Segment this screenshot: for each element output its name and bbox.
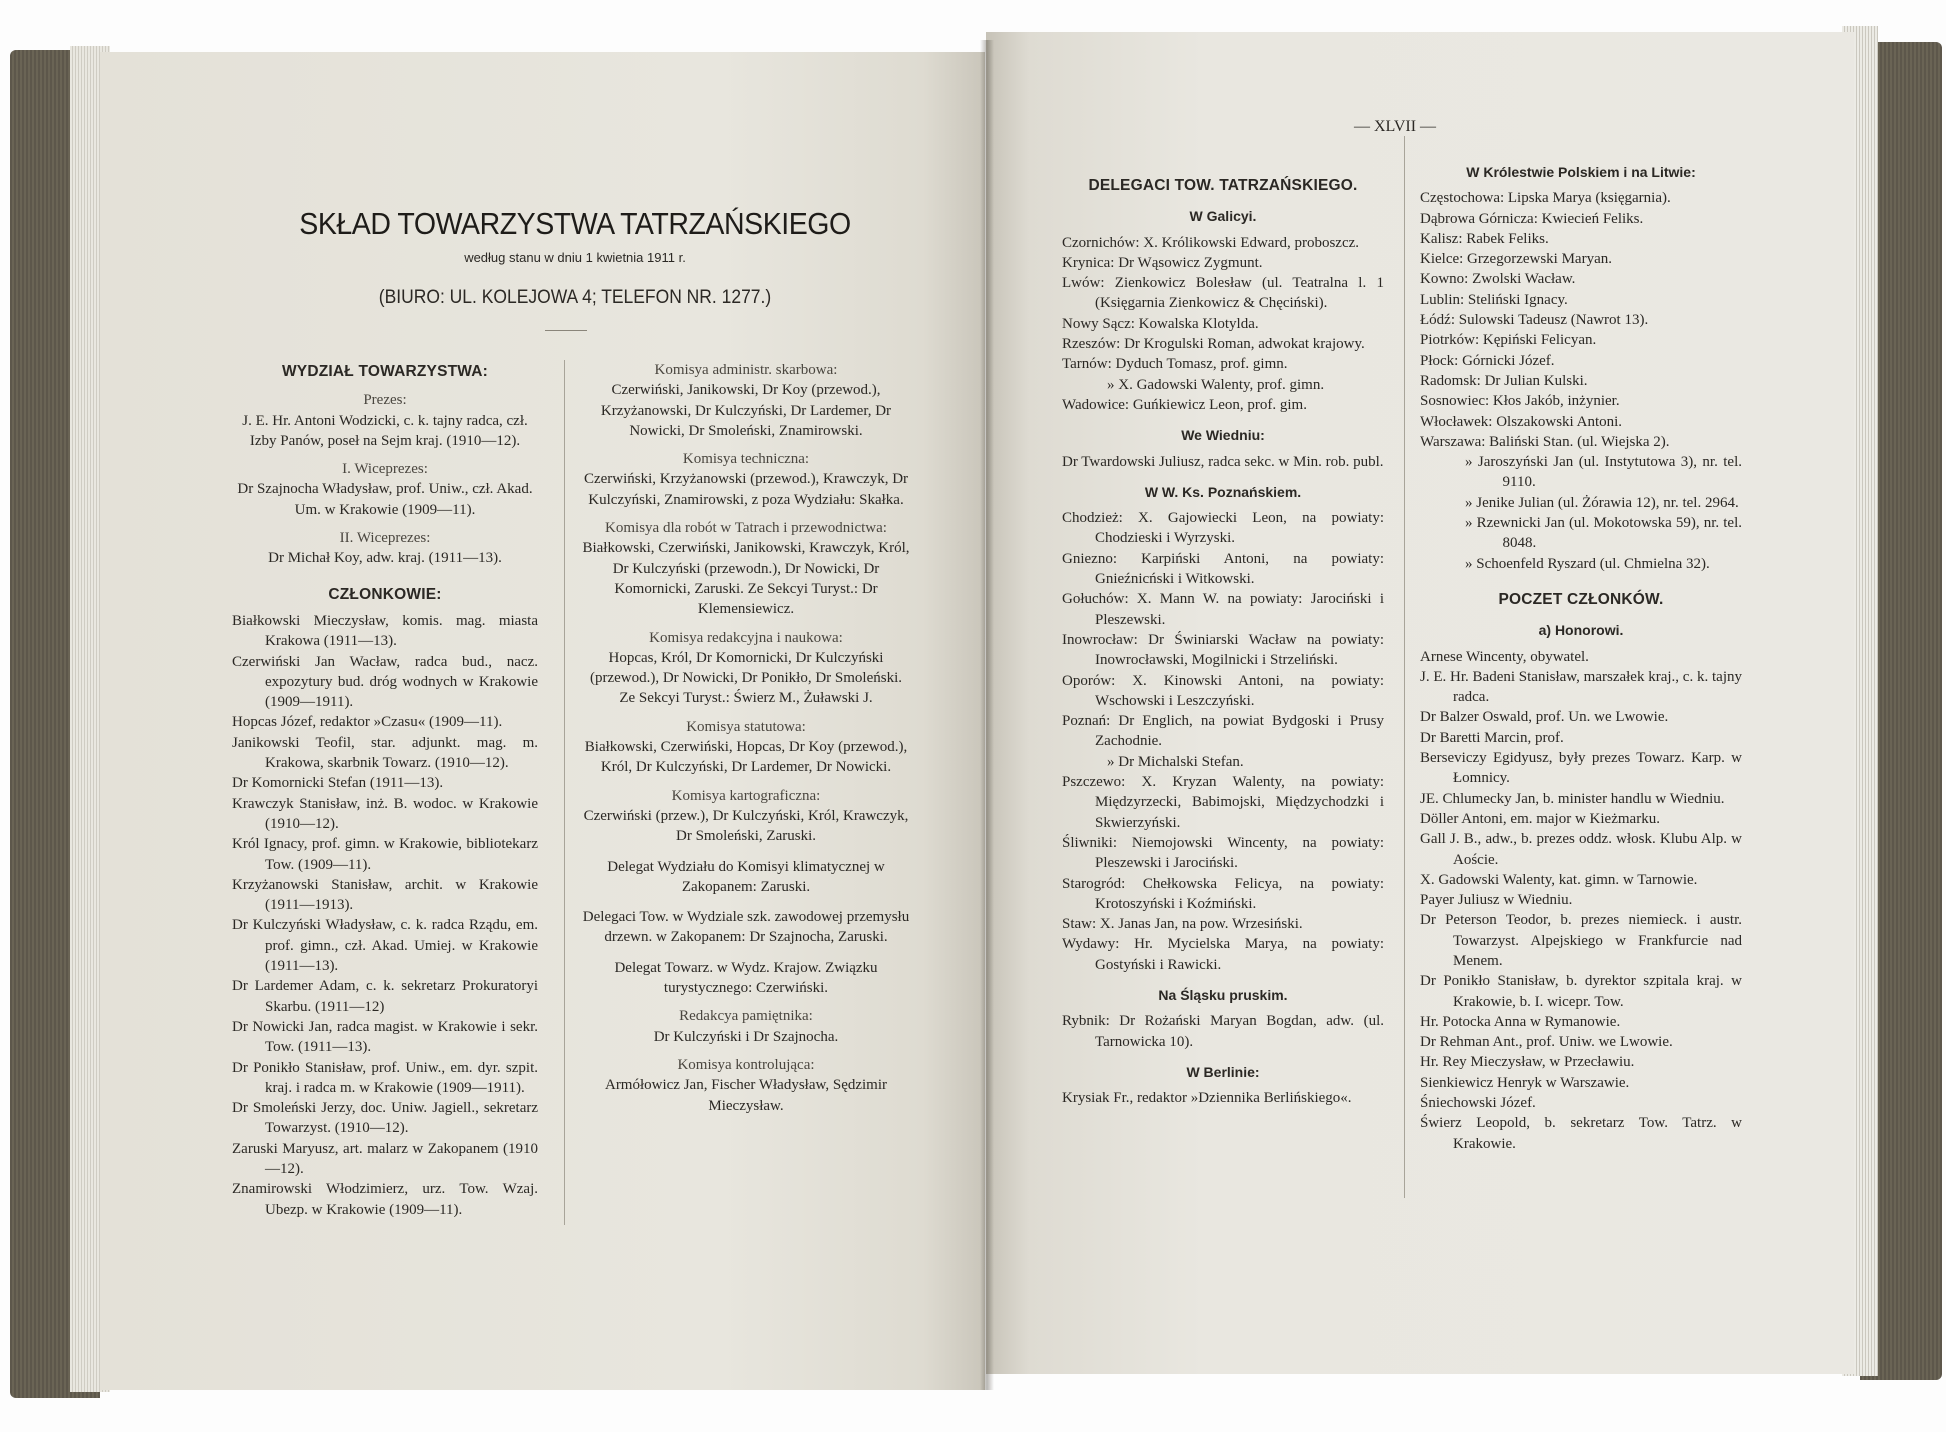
list-entry: X. Gadowski Walenty, kat. gimn. w Tarnowie. xyxy=(1420,871,1698,888)
office-address: (BIURO: UL. KOLEJOWA 4; TELEFON NR. 1277.) xyxy=(378,287,772,308)
list-entry: Gniezno: Karpiński Antoni, na powiaty: Gnieźnicński i Witkowski. xyxy=(1062,550,1384,588)
role-label: I. Wiceprezes: xyxy=(342,461,428,478)
subsection-heading: W Berlinie: xyxy=(1186,1063,1260,1080)
subsection-heading: Na Śląsku pruskim. xyxy=(1158,986,1288,1003)
list-entry: Krzyżanowski Stanisław, archit. w Krakowie (1911—1913). xyxy=(232,876,538,914)
role-label: Komisya dla robót w Tatrach i przewodnictwa: xyxy=(605,520,887,537)
list-entry: Dr Nowicki Jan, radca magist. w Krakowie i sekr. Tow. (1911—13). xyxy=(232,1018,538,1056)
list-entry: Krawczyk Stanisław, inż. B. wodoc. w Krakowie (1910—12). xyxy=(232,795,538,832)
entry-text: Delegaci Tow. w Wydziale szk. zawodowej przemysłu drzewn. w Zakopanem: Dr Szajnocha, Zaruski. xyxy=(582,909,910,946)
list-entry: Döller Antoni, em. major w Kieżmarku. xyxy=(1420,810,1660,827)
list-entry: Janikowski Teofil, star. adjunkt. mag. m. Krakowa, skarbnik Towarz. (1910—12). xyxy=(232,734,538,772)
subsection-heading: a) Honorowi. xyxy=(1538,622,1624,639)
list-entry: Dr Peterson Teodor, b. prezes niemieck. i austr. Towarzyst. Alpejskiego w Frankfurcie nad Menem. xyxy=(1420,912,1742,969)
entry-text: J. E. Hr. Antoni Wodzicki, c. k. tajny radca, czł. Izby Panów, poseł na Sejm kraj. (1910—12). xyxy=(242,412,528,449)
entry-text: Armółowicz Jan, Fischer Władysław, Sędzimir Mieczysław. xyxy=(604,1077,888,1114)
list-entry-ditto: » Jaroszyński Jan (ul. Instytutowa 3), nr. tel. 9110. xyxy=(1465,454,1742,491)
list-entry: Arnese Wincenty, obywatel. xyxy=(1420,648,1589,665)
list-entry: Rzeszów: Dr Krogulski Roman, adwokat krajowy. xyxy=(1062,336,1365,353)
entry-text: Dr Michał Koy, adw. kraj. (1911—13). xyxy=(268,550,502,567)
list-entry: Gołuchów: X. Mann W. na powiaty: Jarociński i Pleszewski. xyxy=(1062,591,1384,628)
right-page-column-1 xyxy=(1062,170,1384,1108)
role-label: Komisya administr. skarbowa: xyxy=(654,362,838,378)
list-entry: Kalisz: Rabek Feliks. xyxy=(1420,230,1549,247)
entry-text: Hopcas, Król, Dr Komornicki, Dr Kulczyński (przewod.), Dr Nowicki, Dr Ponikło, Dr Smoleński. Ze Sekcyi Turyst.: Świerz M., Żuławski J. xyxy=(589,649,903,707)
list-entry: Oporów: X. Kinowski Antoni, na powiaty: Wschowski i Leszczyński. xyxy=(1062,672,1384,709)
list-entry: Śniechowski Józef. xyxy=(1420,1095,1536,1112)
list-entry: Starogród: Chełkowska Felicya, na powiaty: Krotoszyński i Koźmiński. xyxy=(1062,875,1384,912)
entry-text: Delegat Wydziału do Komisyi klimatycznej w Zakopanem: Zaruski. xyxy=(607,858,885,895)
list-entry: Kielce: Grzegorzewski Maryan. xyxy=(1420,251,1612,268)
right-page-column-2 xyxy=(1420,152,1742,1154)
list-entry: Payer Juliusz w Wiedniu. xyxy=(1420,892,1573,909)
list-entry: Chodzież: X. Gajowiecki Leon, na powiaty: Chodzieski i Wyrzyski. xyxy=(1062,510,1384,547)
list-entry: Dr Balzer Oswald, prof. Un. we Lwowie. xyxy=(1420,709,1669,726)
list-entry-ditto: » X. Gadowski Walenty, prof. gimn. xyxy=(1107,376,1325,393)
list-entry: Częstochowa: Lipska Marya (księgarnia). xyxy=(1420,190,1671,207)
list-entry: Łódź: Sulowski Tadeusz (Nawrot 13). xyxy=(1420,312,1649,329)
entry-text: Czerwiński, Janikowski, Dr Koy (przewod.), Krzyżanowski, Dr Kulczyński, Dr Lardemer, Dr Nowicki, Dr Smoleński, Znamirowski. xyxy=(600,382,892,439)
list-entry: Nowy Sącz: Kowalska Klotylda. xyxy=(1062,315,1259,332)
list-entry: Czerwiński Jan Wacław, radca bud., nacz. expozytury bud. dróg wodnych w Krakowie (1909—1911). xyxy=(232,653,538,711)
list-entry: Dr Ponikło Stanisław, prof. Uniw., em. dyr. szpit. kraj. i radca m. w Krakowie (1909—1911). xyxy=(232,1059,538,1096)
list-entry: Świerz Leopold, b. sekretarz Tow. Tatrz. w Krakowie. xyxy=(1420,1115,1742,1152)
list-entry: Dr Kulczyński Władysław, c. k. radca Rządu, em. prof. gimn., czł. Akad. Umiej. w Krakowie (1911—13). xyxy=(232,917,538,975)
list-entry: Włocławek: Olszakowski Antoni. xyxy=(1420,413,1623,430)
page-title: SKŁAD TOWARZYSTWA TATRZAŃSKIEGO xyxy=(299,206,851,241)
list-entry: Dr Lardemer Adam, c. k. sekretarz Prokuratoryi Skarbu. (1911—12) xyxy=(232,978,538,1015)
column-divider-left-page xyxy=(564,360,565,1225)
list-entry: Lwów: Zienkowicz Bolesław (ul. Teatralna l. 1 (Księgarnia Zienkowicz & Chęciński). xyxy=(1062,275,1384,312)
title-divider xyxy=(545,330,587,331)
list-entry: Staw: X. Janas Jan, na pow. Wrzesiński. xyxy=(1062,916,1303,933)
list-entry: Król Ignacy, prof. gimn. w Krakowie, bibliotekarz Tow. (1909—11). xyxy=(232,836,538,873)
list-entry: Dąbrowa Górnicza: Kwiecień Feliks. xyxy=(1420,210,1644,227)
section-heading: POCZET CZŁONKÓW. xyxy=(1498,590,1664,608)
list-entry: Hr. Potocka Anna w Rymanowie. xyxy=(1420,1013,1621,1030)
list-entry: Krysiak Fr., redaktor »Dziennika Berlińskiego«. xyxy=(1062,1090,1352,1107)
list-entry: Dr Komornicki Stefan (1911—13). xyxy=(232,775,444,792)
role-label: Komisya redakcyjna i naukowa: xyxy=(649,629,843,646)
entry-text: Białkowski, Czerwiński, Janikowski, Krawczyk, Król, Dr Kulczyński (przewodn.), Dr Nowicki, Dr Komornicki, Zaruski. Ze Sekcyi Turyst.: Dr Klemensiewicz. xyxy=(582,540,910,618)
left-page-column-2 xyxy=(582,352,910,1116)
list-entry: Berseviczy Egidyusz, były prezes Towarz. Karp. w Łomnicy. xyxy=(1420,750,1742,787)
section-heading: CZŁONKOWIE: xyxy=(328,585,442,603)
list-entry: Gall J. B., adw., b. prezes oddz. włosk. Klubu Alp. w Aoście. xyxy=(1420,831,1742,868)
role-label: Komisya statutowa: xyxy=(686,718,806,735)
list-entry-ditto: » Jenike Julian (ul. Żórawia 12), nr. tel. 2964. xyxy=(1465,494,1739,511)
entry-text: Dr Szajnocha Władysław, prof. Uniw., czł. Akad. Um. w Krakowie (1909—11). xyxy=(237,481,533,518)
list-entry: Rybnik: Dr Rożański Maryan Bogdan, adw. (ul. Tarnowicka 10). xyxy=(1062,1013,1384,1050)
entry-text: Białkowski, Czerwiński, Hopcas, Dr Koy (przewod.), Król, Dr Kulczyński, Dr Lardemer, Dr Nowicki. xyxy=(584,739,908,776)
subsection-heading: W Królestwie Polskiem i na Litwie: xyxy=(1466,164,1696,180)
role-label: Komisya kontrolująca: xyxy=(677,1056,815,1073)
entry-text: Dr Kulczyński i Dr Szajnocha. xyxy=(653,1028,839,1045)
list-entry: Wadowice: Guńkiewicz Leon, prof. gim. xyxy=(1062,396,1307,413)
book-spine xyxy=(980,40,994,1390)
subsection-heading: W Galicyi. xyxy=(1189,208,1257,225)
list-entry: Radomsk: Dr Julian Kulski. xyxy=(1420,372,1588,389)
section-heading: WYDZIAŁ TOWARZYSTWA: xyxy=(281,363,489,380)
list-entry: Tarnów: Dyduch Tomasz, prof. gimn. xyxy=(1062,356,1288,373)
role-label: Prezes: xyxy=(363,392,407,409)
list-entry: Warszawa: Baliński Stan. (ul. Wiejska 2). xyxy=(1420,433,1670,450)
list-entry: Inowrocław: Dr Świniarski Wacław na powiaty: Inowrocławski, Mogilnicki i Strzeliński. xyxy=(1062,631,1384,669)
list-entry: Dr Baretti Marcin, prof. xyxy=(1420,729,1564,746)
list-entry: Płock: Górnicki Józef. xyxy=(1420,352,1555,369)
list-entry: JE. Chlumecky Jan, b. minister handlu w Wiedniu. xyxy=(1420,790,1725,807)
list-entry: J. E. Hr. Badeni Stanisław, marszałek kraj., c. k. tajny radca. xyxy=(1420,668,1742,706)
left-page-column-1 xyxy=(232,356,538,1220)
list-entry: Dr Twardowski Juliusz, radca sekc. w Min. rob. publ. xyxy=(1062,453,1384,470)
list-entry: Hopcas Józef, redaktor »Czasu« (1909—11). xyxy=(232,714,503,731)
page-number: — XLVII — xyxy=(1353,118,1437,135)
role-label: Komisya kartograficzna: xyxy=(671,787,821,804)
spacer xyxy=(1420,574,1742,584)
entry-text: Delegat Towarz. w Wydz. Krajow. Związku turystycznego: Czerwiński. xyxy=(614,959,878,997)
entry-text: Czerwiński, Krzyżanowski (przewod.), Krawczyk, Dr Kulczyński, Znamirowski, z poza Wydziału: Skałka. xyxy=(583,471,909,508)
list-entry: Zaruski Maryusz, art. malarz w Zakopanem (1910—12). xyxy=(232,1140,538,1177)
list-entry: Lublin: Steliński Ignacy. xyxy=(1420,291,1568,308)
list-entry: Sosnowiec: Kłos Jakób, inżynier. xyxy=(1420,393,1620,410)
list-entry: Kowno: Zwolski Wacław. xyxy=(1420,271,1576,288)
role-label: II. Wiceprezes: xyxy=(339,530,431,547)
role-label: Komisya techniczna: xyxy=(682,451,810,468)
list-entry: Białkowski Mieczysław, komis. mag. miasta Krakowa (1911—13). xyxy=(232,612,538,650)
list-entry-ditto: » Schoenfeld Ryszard (ul. Chmielna 32). xyxy=(1465,555,1710,572)
list-entry: Znamirowski Włodzimierz, urz. Tow. Wzaj. Ubezp. w Krakowie (1909—11). xyxy=(232,1181,538,1218)
list-entry: Hr. Rey Mieczysław, w Przecławiu. xyxy=(1420,1054,1635,1071)
subsection-heading: We Wiedniu: xyxy=(1181,427,1265,444)
page-subtitle: według stanu w dniu 1 kwietnia 1911 r. xyxy=(464,250,686,265)
list-entry: Dr Ponikło Stanisław, b. dyrektor szpitala kraj. w Krakowie, b. I. wicepr. Tow. xyxy=(1420,973,1742,1010)
role-label: Redakcya pamiętnika: xyxy=(679,1008,813,1025)
list-entry: Poznań: Dr Englich, na powiat Bydgoski i Prusy Zachodnie. xyxy=(1062,713,1384,750)
list-entry: Piotrków: Kępiński Felicyan. xyxy=(1420,332,1597,349)
list-entry-ditto: » Rzewnicki Jan (ul. Mokotowska 59), nr. tel. 8048. xyxy=(1465,515,1742,552)
list-entry: Pszczewo: X. Kryzan Walenty, na powiaty: Międzyrzecki, Babimojski, Międzychodzki i Skwierzyński. xyxy=(1062,774,1384,831)
list-entry-ditto: » Dr Michalski Stefan. xyxy=(1107,753,1244,770)
list-entry: Sienkiewicz Henryk w Warszawie. xyxy=(1420,1074,1630,1091)
spacer xyxy=(232,569,538,579)
list-entry: Śliwniki: Niemojowski Wincenty, na powiaty: Pleszewski i Jarociński. xyxy=(1062,834,1384,872)
list-entry: Dr Rehman Ant., prof. Uniw. we Lwowie. xyxy=(1420,1034,1673,1051)
list-entry: Czornichów: X. Królikowski Edward, proboszcz. xyxy=(1062,234,1360,251)
subsection-heading: W W. Ks. Poznańskiem. xyxy=(1144,483,1302,500)
list-entry: Wydawy: Hr. Mycielska Marya, na powiaty: Gostyński i Rawicki. xyxy=(1062,936,1384,973)
section-heading: DELEGACI TOW. TATRZAŃSKIEGO. xyxy=(1088,177,1358,194)
entry-text: Czerwiński (przew.), Dr Kulczyński, Król, Krawczyk, Dr Smoleński, Zaruski. xyxy=(583,807,909,845)
list-entry: Dr Smoleński Jerzy, doc. Uniw. Jagiell., sekretarz Towarzyst. (1910—12). xyxy=(232,1100,538,1137)
list-entry: Krynica: Dr Wąsowicz Zygmunt. xyxy=(1062,254,1263,271)
column-divider-right-page xyxy=(1404,136,1405,1198)
